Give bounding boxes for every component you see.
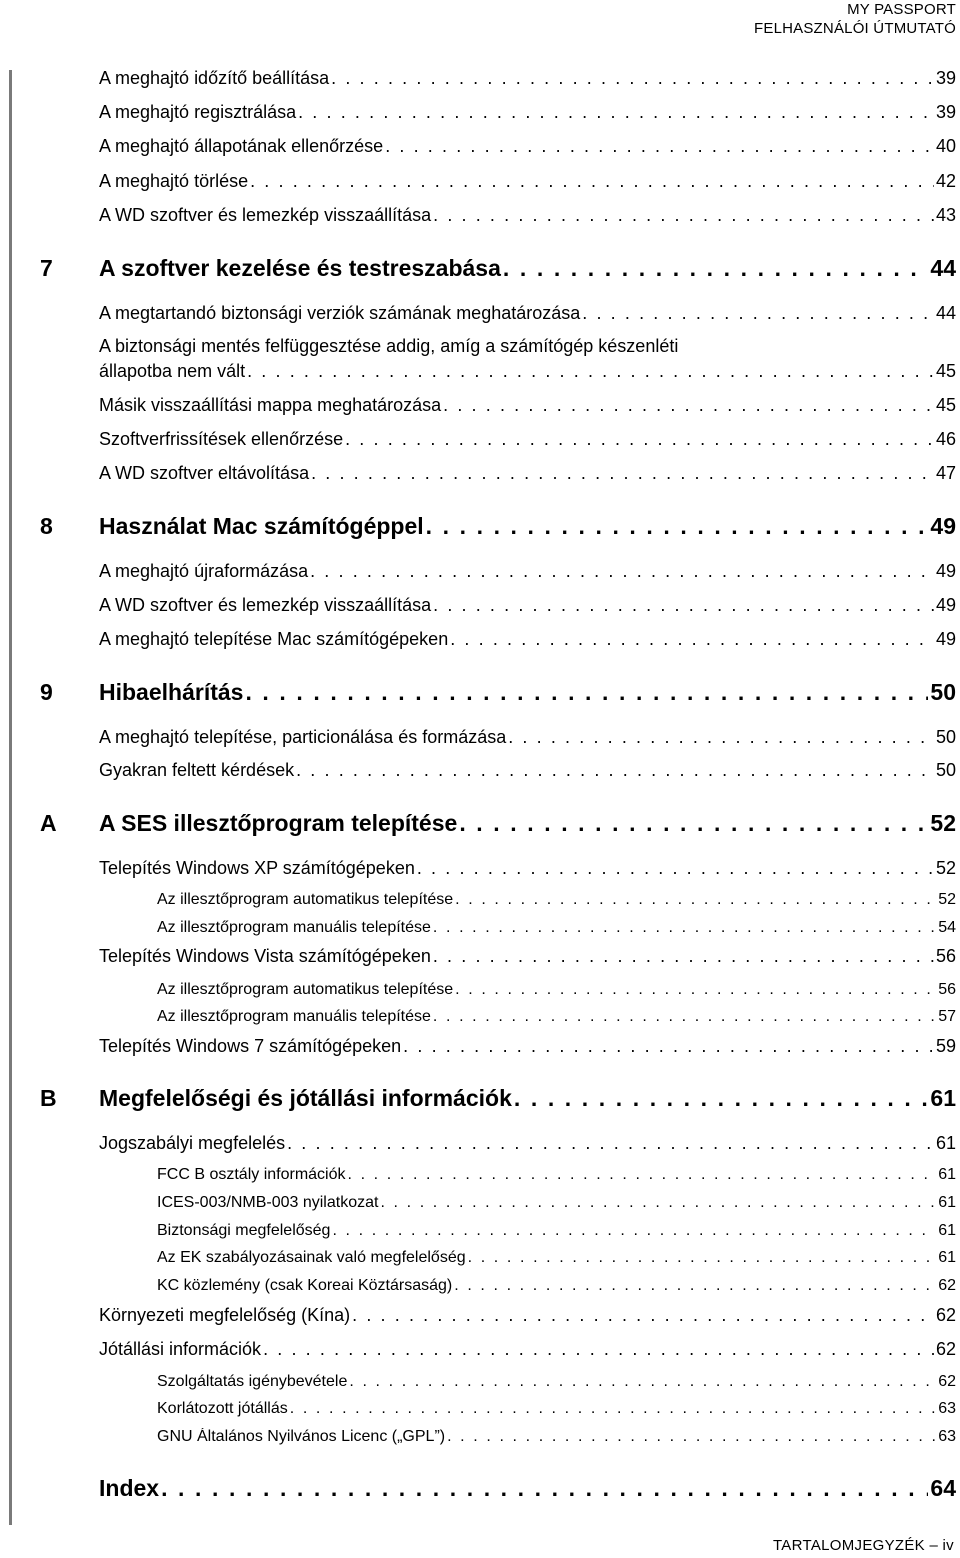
toc-entry-title: Telepítés Windows XP számítógépeken <box>99 858 415 878</box>
toc-subentry[interactable] <box>0 981 960 999</box>
toc-entry-title: A meghajtó telepítése, particionálása és formázása <box>99 727 507 747</box>
leader-dots <box>459 810 928 837</box>
toc-entry-title: A WD szoftver és lemezkép visszaállítása <box>99 205 432 225</box>
leader-dots <box>433 1008 936 1026</box>
toc-subentry-page: 61 <box>938 1166 956 1183</box>
toc-entry[interactable] <box>0 561 960 582</box>
toc-entry-title: A WD szoftver eltávolítása <box>99 463 310 483</box>
toc-entry[interactable] <box>0 171 960 192</box>
leader-dots <box>455 891 936 909</box>
chapter-page: 44 <box>930 255 956 281</box>
toc-entry-page: 39 <box>935 68 956 88</box>
leader-dots <box>311 463 934 484</box>
toc-subentry[interactable] <box>0 919 960 937</box>
toc-subentry[interactable] <box>0 1373 960 1391</box>
toc-entry-page: 50 <box>935 760 956 780</box>
toc-entry-title: Környezeti megfelelőség (Kína) <box>99 1305 351 1325</box>
toc-entry[interactable] <box>0 1133 960 1154</box>
leader-dots <box>468 1249 937 1267</box>
leader-dots <box>433 595 934 616</box>
toc-subentry-title: Biztonsági megfelelőség <box>157 1222 331 1239</box>
toc-subentry-title: Korlátozott jótállás <box>157 1400 288 1417</box>
toc-subentry-title: FCC B osztály információk <box>157 1166 346 1183</box>
toc-entry[interactable] <box>0 946 960 967</box>
toc-entry-title: Jogszabályi megfelelés <box>99 1133 286 1153</box>
toc-subentry-page: 52 <box>938 891 956 908</box>
toc-subentry[interactable] <box>0 1277 960 1295</box>
toc-entry[interactable] <box>0 68 960 89</box>
toc-subentry-page: 63 <box>938 1428 956 1445</box>
toc-entry[interactable] <box>0 1305 960 1326</box>
toc-entry[interactable] <box>0 858 960 879</box>
toc-chapter[interactable] <box>0 810 960 837</box>
chapter-number: 7 <box>40 255 53 281</box>
leader-dots <box>287 1133 934 1154</box>
toc-entry[interactable] <box>0 595 960 616</box>
toc-entry-page: 59 <box>935 1036 956 1056</box>
toc-subentry-page: 61 <box>938 1222 956 1239</box>
toc-chapter[interactable] <box>0 1085 960 1112</box>
chapter-title: Használat Mac számítógéppel <box>99 513 424 539</box>
toc-subentry-page: 61 <box>938 1249 956 1266</box>
toc-entry[interactable] <box>0 1339 960 1360</box>
toc-chapter[interactable] <box>0 255 960 282</box>
toc-entry[interactable] <box>0 727 960 748</box>
leader-dots <box>514 1085 929 1112</box>
index-title: Index <box>99 1475 160 1501</box>
toc-subentry-page: 54 <box>938 919 956 936</box>
header-guide: FELHASZNÁLÓI ÚTMUTATÓ <box>754 20 956 37</box>
leader-dots <box>385 136 934 157</box>
leader-dots <box>508 727 934 748</box>
toc-entry-title: állapotba nem vált <box>99 361 246 381</box>
leader-dots <box>403 1036 934 1057</box>
toc-entry-title: Telepítés Windows Vista számítógépeken <box>99 946 431 966</box>
toc-entry-title: A WD szoftver és lemezkép visszaállítása <box>99 595 432 615</box>
toc-subentry-page: 61 <box>938 1194 956 1211</box>
toc-entry-title: Másik visszaállítási mappa meghatározása <box>99 395 442 415</box>
toc-subentry[interactable] <box>0 1194 960 1212</box>
toc-entry[interactable] <box>0 361 960 382</box>
leader-dots <box>250 171 934 192</box>
toc-subentry-title: GNU Általános Nyilvános Licenc („GPL”) <box>157 1428 446 1445</box>
chapter-title: Hibaelhárítás <box>99 679 244 705</box>
toc-entry-page: 39 <box>935 102 956 122</box>
toc-subentry-page: 56 <box>938 981 956 998</box>
toc-subentry[interactable] <box>0 1249 960 1267</box>
toc-subentry-page: 62 <box>938 1373 956 1390</box>
chapter-title: A SES illesztőprogram telepítése <box>99 810 458 836</box>
leader-dots <box>298 102 934 123</box>
header-product: MY PASSPORT <box>847 1 956 18</box>
leader-dots <box>348 1166 937 1184</box>
leader-dots <box>582 303 934 324</box>
leader-dots <box>417 858 934 879</box>
leader-dots <box>447 1428 936 1446</box>
toc-entry-title: Szoftverfrissítések ellenőrzése <box>99 429 344 449</box>
toc-entry-page: 47 <box>935 463 956 483</box>
chapter-number: A <box>40 810 57 836</box>
leader-dots <box>332 1222 936 1240</box>
leader-dots <box>161 1475 928 1502</box>
page-footer: TARTALOMJEGYZÉK – iv <box>772 1537 954 1554</box>
leader-dots <box>443 395 934 416</box>
leader-dots <box>345 429 934 450</box>
toc-entry[interactable] <box>0 629 960 650</box>
chapter-title: A szoftver kezelése és testreszabása <box>99 255 501 281</box>
toc-subentry-title: ICES-003/NMB-003 nyilatkozat <box>157 1194 379 1211</box>
toc-entry[interactable] <box>0 395 960 416</box>
leader-dots <box>352 1305 934 1326</box>
toc-entry-page: 45 <box>935 395 956 415</box>
toc-entry-page: 56 <box>935 946 956 966</box>
toc-subentry-page: 63 <box>938 1400 956 1417</box>
toc-entry-page: 49 <box>935 595 956 615</box>
chapter-page: 49 <box>930 513 956 539</box>
toc-entry-page: 44 <box>935 303 956 323</box>
toc-chapter[interactable] <box>0 513 960 540</box>
leader-dots <box>349 1373 936 1391</box>
toc-entry[interactable] <box>0 463 960 484</box>
toc-subentry-title: Az illesztőprogram manuális telepítése <box>157 919 431 936</box>
toc-entry-page: 62 <box>935 1305 956 1325</box>
leader-dots <box>263 1339 934 1360</box>
toc-subentry-title: Az illesztőprogram automatikus telepítése <box>157 981 454 998</box>
toc-entry[interactable] <box>0 1036 960 1057</box>
toc-chapter[interactable] <box>0 679 960 706</box>
toc-entry-title: A megtartandó biztonsági verziók számának meghatározása <box>99 303 581 323</box>
toc-entry[interactable] <box>0 429 960 450</box>
toc-subentry[interactable] <box>0 1428 960 1446</box>
toc-subentry-title: Az illesztőprogram manuális telepítése <box>157 1008 431 1025</box>
leader-dots <box>450 629 934 650</box>
leader-dots <box>290 1400 936 1418</box>
toc-subentry[interactable] <box>0 1400 960 1418</box>
toc-subentry-title: Az illesztőprogram automatikus telepítése <box>157 891 454 908</box>
chapter-number: 8 <box>40 513 53 539</box>
toc-entry[interactable] <box>0 760 960 781</box>
leader-dots <box>331 68 934 89</box>
toc-entry-title: A meghajtó telepítése Mac számítógépeken <box>99 629 449 649</box>
leader-dots <box>245 679 928 706</box>
toc-entry-title: A meghajtó regisztrálása <box>99 102 297 122</box>
chapter-number: 9 <box>40 679 53 705</box>
toc-entry-page: 43 <box>935 205 956 225</box>
leader-dots <box>426 513 929 540</box>
toc-entry-title-line1[interactable]: A biztonsági mentés felfüggesztése addig, amíg a számítógép készenléti <box>99 336 679 356</box>
leader-dots <box>433 946 934 967</box>
running-header <box>754 0 956 38</box>
leader-dots <box>455 981 936 999</box>
toc-entry-title: Gyakran feltett kérdések <box>99 760 295 780</box>
toc-entry-page: 50 <box>935 727 956 747</box>
leader-dots <box>433 919 936 937</box>
toc-entry-title: A meghajtó újraformázása <box>99 561 309 581</box>
toc-entry-title: A meghajtó időzítő beállítása <box>99 68 330 88</box>
toc-entry-page: 49 <box>935 629 956 649</box>
leader-dots <box>433 205 934 226</box>
leader-dots <box>310 561 934 582</box>
leader-dots <box>454 1277 936 1295</box>
toc-entry-title: A meghajtó törlése <box>99 171 249 191</box>
toc-subentry[interactable] <box>0 1222 960 1240</box>
toc-subentry-page: 62 <box>938 1277 956 1294</box>
toc-entry[interactable] <box>0 102 960 123</box>
toc-entry-page: 46 <box>935 429 956 449</box>
toc-subentry[interactable] <box>0 891 960 909</box>
toc-subentry-title: Az EK szabályozásainak való megfelelőség <box>157 1249 466 1266</box>
toc-entry-page: 45 <box>935 361 956 381</box>
toc-entry-title: A meghajtó állapotának ellenőrzése <box>99 136 384 156</box>
toc-entry[interactable] <box>0 205 960 226</box>
toc-entry-title: Telepítés Windows 7 számítógépeken <box>99 1036 402 1056</box>
chapter-number: B <box>40 1085 57 1111</box>
leader-dots <box>296 760 934 781</box>
toc-subentry[interactable] <box>0 1166 960 1184</box>
chapter-page: 50 <box>930 679 956 705</box>
toc-entry-page: 40 <box>935 136 956 156</box>
toc-entry-title: Jótállási információk <box>99 1339 262 1359</box>
chapter-page: 61 <box>930 1085 956 1111</box>
chapter-title: Megfelelőségi és jótállási információk <box>99 1085 512 1111</box>
toc-subentry-title: Szolgáltatás igénybevétele <box>157 1373 348 1390</box>
toc-entry[interactable] <box>0 303 960 324</box>
toc-entry[interactable] <box>0 136 960 157</box>
toc-entry-page: 52 <box>935 858 956 878</box>
chapter-page: 52 <box>930 810 956 836</box>
toc-subentry-title: KC közlemény (csak Koreai Köztársaság) <box>157 1277 453 1294</box>
toc-subentry[interactable] <box>0 1008 960 1026</box>
toc-entry-page: 42 <box>935 171 956 191</box>
index-page: 64 <box>930 1475 956 1501</box>
leader-dots <box>380 1194 936 1212</box>
toc-index[interactable] <box>0 1475 960 1502</box>
toc-entry-page: 49 <box>935 561 956 581</box>
toc-subentry-page: 57 <box>938 1008 956 1025</box>
toc-entry-page: 62 <box>935 1339 956 1359</box>
leader-dots <box>247 361 934 382</box>
toc-entry-page: 61 <box>935 1133 956 1153</box>
leader-dots <box>503 255 929 282</box>
